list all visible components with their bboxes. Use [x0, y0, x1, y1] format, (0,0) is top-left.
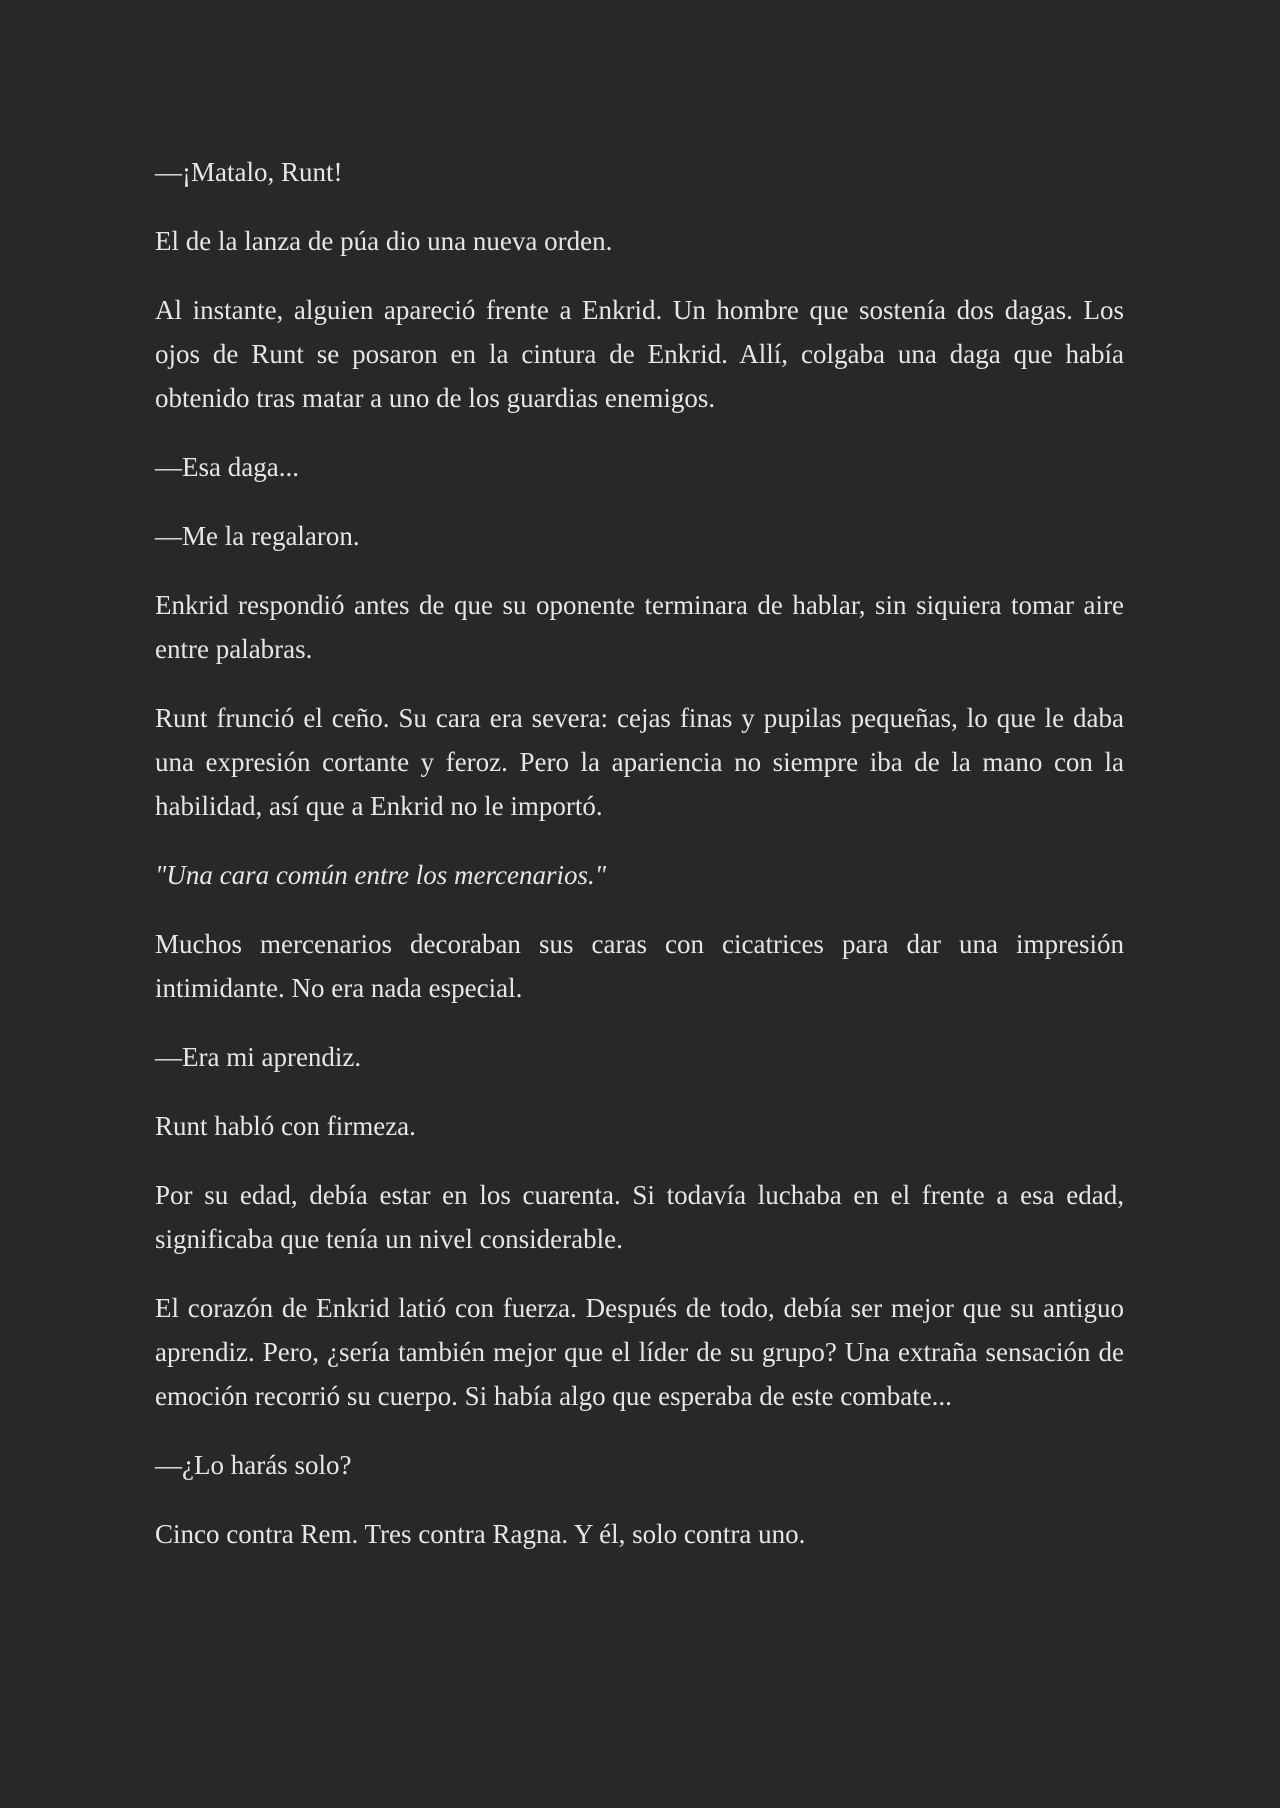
narration-paragraph: Muchos mercenarios decoraban sus caras con cicatrices para dar una impresión intimidante. No era nada especial. — [155, 929, 1124, 1003]
narration-paragraph: Al instante, alguien apareció frente a Enkrid. Un hombre que sostenía dos dagas. Los ojos de Runt se posaron en la cintura de Enkrid. Allí, colgaba una daga que había obtenido tras matar a uno de los guardias enemigos. — [155, 295, 1124, 413]
chapter-text — [155, 150, 1124, 1581]
narration-paragraph: Por su edad, debía estar en los cuarenta. Si todavía luchaba en el frente a esa edad, significaba que tenía un nivel considerable. — [155, 1180, 1124, 1254]
dialogue-line: —Era mi aprendiz. — [155, 1042, 362, 1072]
narration-paragraph: El de la lanza de púa dio una nueva orden. — [155, 226, 613, 256]
narration-paragraph: Cinco contra Rem. Tres contra Ragna. Y él, solo contra uno. — [155, 1519, 806, 1549]
narration-paragraph: El corazón de Enkrid latió con fuerza. Después de todo, debía ser mejor que su antiguo aprendiz. Pero, ¿sería también mejor que el líder de su grupo? Una extraña sensación de emoción recorrió su cuerpo. Si había algo que esperaba de este combate... — [155, 1293, 1124, 1411]
narration-paragraph: Runt frunció el ceño. Su cara era severa: cejas finas y pupilas pequeñas, lo que le daba una expresión cortante y feroz. Pero la apariencia no siempre iba de la mano con la habilidad, así que a Enkrid no le importó. — [155, 703, 1124, 821]
narration-paragraph: Runt habló con firmeza. — [155, 1111, 416, 1141]
inner-thought: "Una cara común entre los mercenarios." — [155, 860, 607, 890]
dialogue-line: —¡Matalo, Runt! — [155, 157, 343, 187]
dialogue-line: —¿Lo harás solo? — [155, 1450, 352, 1480]
narration-paragraph: Enkrid respondió antes de que su oponente terminara de hablar, sin siquiera tomar aire entre palabras. — [155, 590, 1124, 664]
dialogue-line: —Esa daga... — [155, 452, 299, 482]
dialogue-line: —Me la regalaron. — [155, 521, 360, 551]
